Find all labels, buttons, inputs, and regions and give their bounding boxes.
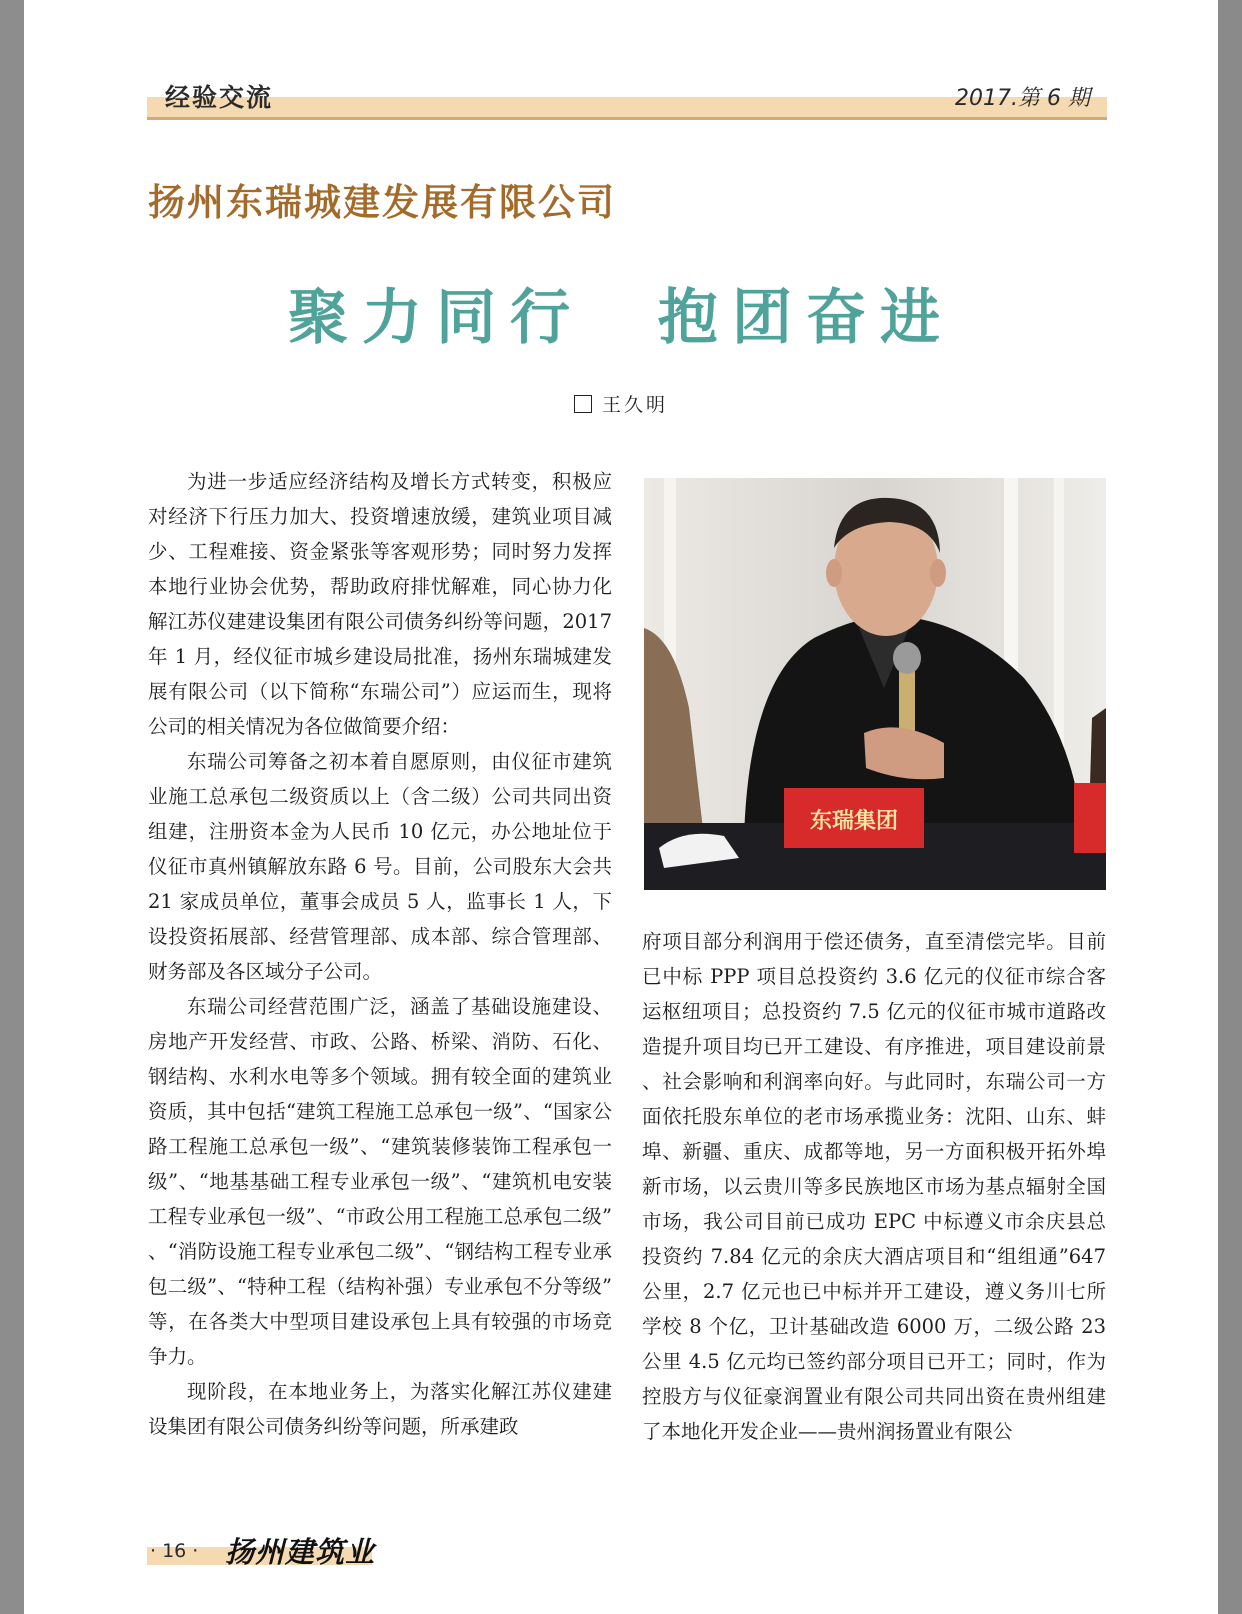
paragraph: 现阶段，在本地业务上，为落实化解江苏仪建建设集团有限公司债务纠纷等问题，所承建政 (148, 1380, 612, 1438)
page-number: · 16 · (150, 1540, 199, 1562)
author-name: 王久明 (601, 394, 668, 416)
article-headline: 聚力同行 抱团奋进 (288, 283, 954, 353)
byline (0, 390, 1242, 417)
magazine-logo: 扬州建筑业 (225, 1535, 376, 1569)
section-label: 经验交流 (165, 83, 274, 112)
issue-label: 2017.第 6 期 (955, 86, 1090, 111)
paragraph: 东瑞公司经营范围广泛，涵盖了基础设施建设、房地产开发经营、市政、公路、桥梁、消防、石化、钢结构、水利水电等多个领域。拥有较全面的建筑业资质，其中包括“建筑工程施工总承包一级”、“国家公路工程施工总承包一级”、“建筑装修装饰工程承包一级”、“地基基础工程专业承包一级”、“建筑机电安装工程专业承包一级”、“市政公用工程施工总承包二级”、“消防设施工程专业承包二级”、“钢结构工程专业承包二级”、“特种工程（结构补强）专业承包不分等级”等，在各类大中型项目建设承包上具有较强的市场竞争力。 (148, 995, 612, 1368)
scrollbar-track[interactable] (1218, 0, 1242, 1614)
paragraph: 东瑞公司筹备之初本着自愿原则，由仪征市建筑业施工总承包二级资质以上（含二级）公司共同出资组建，注册资本金为人民币 10 亿元，办公地址位于仪征市真州镇解放东路 6 号。目前，公司股东大会共 21 家成员单位，董事会成员 5 人，监事长 1 人，下设投资拓展部、经营管理部、成本部、综合管理部、财务部及各区域分子公司。 (148, 750, 612, 983)
company-title: 扬州东瑞城建发展有限公司 (148, 181, 616, 224)
paragraph: 府项目部分利润用于偿还债务，直至清偿完毕。目前已中标 PPP 项目总投资约 3.6 亿元的仪征市综合客运枢纽项目；总投资约 7.5 亿元的仪征市城市道路改造提升项目均已开工建设、有序推进，项目建设前景、社会影响和利润率向好。与此同时，东瑞公司一方面依托股东单位的老市场承揽业务：沈阳、山东、蚌埠、新疆、重庆、成都等地，另一方面积极开拓外埠新市场，以云贵川等多民族地区市场为基点辐射全国市场，我公司目前已成功 EPC 中标遵义市余庆县总投资约 7.84 亿元的余庆大酒店项目和“组组通”647 公里，2.7 亿元也已中标并开工建设，遵义务川七所学校 8 个亿，卫计基础改造 6000 万，二级公路 23 公里 4.5 亿元均已签约部分项目已开工；同时，作为控股方与仪征豪润置业有限公司共同出资在贵州组建了本地化开发企业——贵州润扬置业有限公 (642, 930, 1106, 1443)
article-photo (644, 478, 1106, 890)
placard-text: 东瑞集团 (809, 808, 899, 834)
paragraph: 为进一步适应经济结构及增长方式转变，积极应对经济下行压力加大、投资增速放缓，建筑业项目减少、工程难接、资金紧张等客观形势；同时努力发挥本地行业协会优势，帮助政府排忧解难，同心协力化解江苏仪建建设集团有限公司债务纠纷等问题，2017 年 1 月，经仪征市城乡建设局批准，扬州东瑞城建发展有限公司（以下简称“东瑞公司”）应运而生，现将公司的相关情况为各位做简要介绍： (148, 470, 612, 738)
byline-box-icon (574, 395, 592, 413)
right-column (642, 924, 1106, 1449)
left-column (148, 464, 612, 1444)
